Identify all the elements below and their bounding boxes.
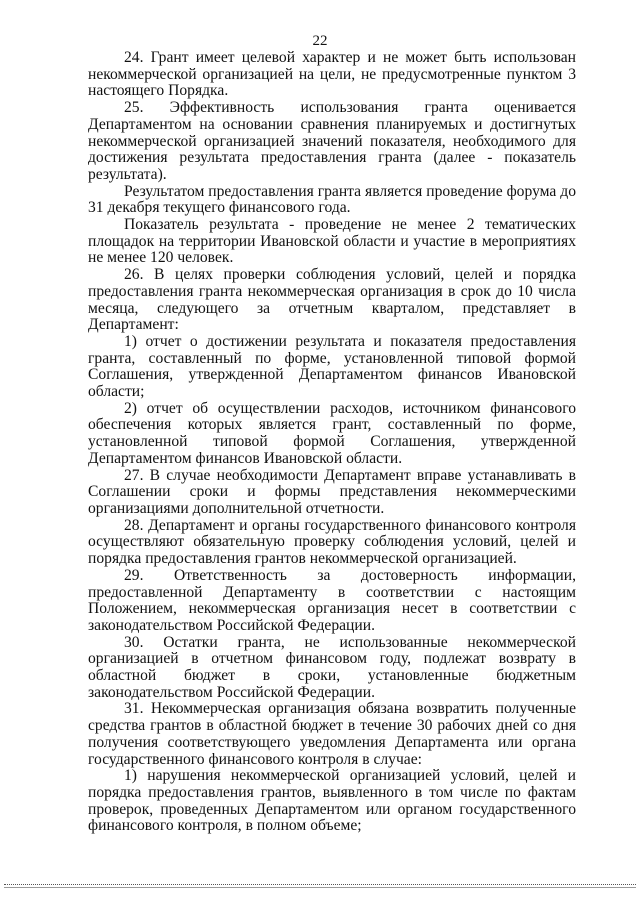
paragraph-25: 25. Эффективность использования гранта оценивается Департаментом на основании сравнения планируемых и достигнутых некоммерческой организацией значений показателя, необходимого для достижения результата предоставления гранта (далее - показатель результата).	[88, 99, 576, 183]
paragraph-26: 26. В целях проверки соблюдения условий, целей и порядка предоставления гранта некоммерческая организация в срок до 10 числа месяца, следующего за отчетным кварталом, представляет в Департамент:	[88, 266, 576, 334]
paragraph-indicator: Показатель результата - проведение не менее 2 тематических площадок на территории Ивановской области и участие в мероприятиях не менее 120 человек.	[88, 216, 576, 267]
bottom-divider-secondary	[4, 887, 636, 888]
paragraph-result: Результатом предоставления гранта является проведение форума до 31 декабря текущего финансового года.	[88, 182, 576, 217]
paragraph-24: 24. Грант имеет целевой характер и не может быть использован некоммерческой организацией на цели, не предусмотренные пунктом 3 настоящего Порядка.	[88, 49, 576, 100]
paragraph-31-item-1: 1) нарушения некоммерческой организацией условий, целей и порядка предоставления грантов, выявленного в том числе по фактам проверок, проведенных Департаментом или органом государственного финансового контроля, в полном объеме;	[88, 767, 576, 835]
bottom-divider	[4, 884, 636, 885]
page-number: 22	[312, 33, 328, 49]
paragraph-26-item-2: 2) отчет об осуществлении расходов, источником финансового обеспечения которых является грант, составленный по форме, установленной типовой формой Соглашения, утвержденной Департаментом финансов Ивановской области.	[88, 399, 576, 467]
paragraph-28: 28. Департамент и органы государственного финансового контроля осуществляют обязательную проверку соблюдения условий, целей и порядка предоставления грантов некоммерческой организацией.	[88, 516, 576, 568]
paragraph-27: 27. В случае необходимости Департамент вправе устанавливать в Соглашении сроки и формы представления некоммерческими организациями дополнительной отчетности.	[88, 466, 576, 517]
paragraph-30: 30. Остатки гранта, не использованные некоммерческой организацией в отчетном финансовом году, подлежат возврату в областной бюджет в сроки, установленные бюджетным законодательством Российской Федерации.	[88, 633, 576, 701]
paragraph-26-item-1: 1) отчет о достижении результата и показателя предоставления гранта, составленный по форме, установленной типовой формой Соглашения, утвержденной Департаментом финансов Ивановской области;	[88, 332, 576, 401]
paragraph-29: 29. Ответственность за достоверность информации, предоставленной Департаменту в соответствии с настоящим Положением, некоммерческая организация несет в соответствии с законодательством Российской Федерации.	[88, 566, 576, 634]
paragraph-31: 31. Некоммерческая организация обязана возвратить полученные средства грантов в областной бюджет в течение 30 рабочих дней со дня получения соответствующего уведомления Департамента или органа государственного финансового контроля в случае:	[88, 700, 576, 768]
document-body	[88, 50, 576, 835]
